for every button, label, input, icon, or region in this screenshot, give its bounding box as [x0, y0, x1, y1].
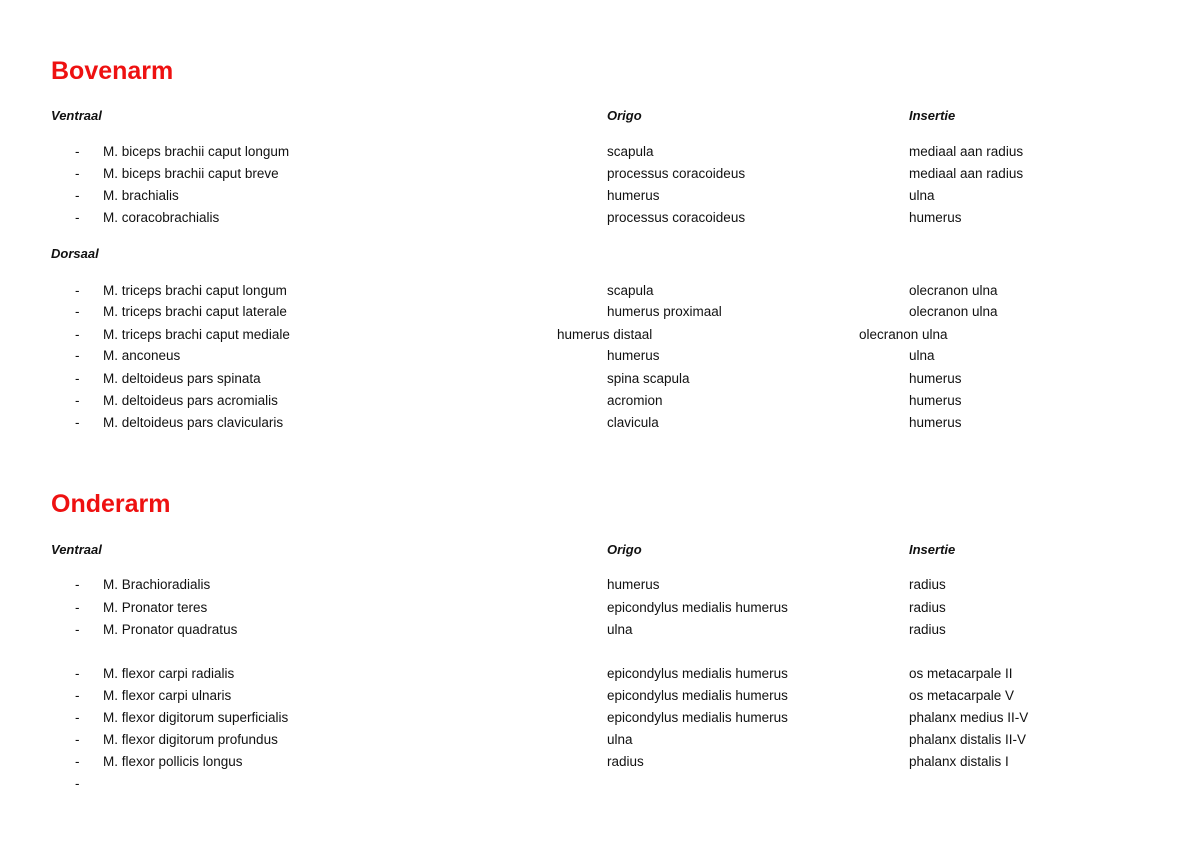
table-row: [0, 143, 1200, 161]
muscle-origin: humerus: [607, 348, 660, 363]
muscle-insertion: olecranon ulna: [909, 304, 998, 319]
table-row: [0, 709, 1200, 727]
muscle-origin: humerus proximaal: [607, 304, 722, 319]
list-dash: -: [75, 393, 80, 408]
list-dash: -: [75, 688, 80, 703]
muscle-name: M. Pronator quadratus: [103, 622, 238, 637]
table-row: [0, 621, 1200, 639]
list-dash: -: [75, 622, 80, 637]
muscle-insertion: humerus: [909, 415, 962, 430]
muscle-origin: processus coracoideus: [607, 166, 746, 181]
table-row: [0, 326, 1200, 344]
muscle-name: M. flexor digitorum superficialis: [103, 710, 289, 725]
muscle-insertion: phalanx distalis I: [909, 754, 1009, 769]
list-dash: -: [75, 327, 80, 342]
muscle-origin: epicondylus medialis humerus: [607, 600, 788, 615]
muscle-origin: humerus: [607, 577, 660, 592]
table-row: [0, 665, 1200, 683]
table-row: [0, 165, 1200, 183]
muscle-insertion: humerus: [909, 210, 962, 225]
muscle-origin: epicondylus medialis humerus: [607, 710, 788, 725]
muscle-insertion: radius: [909, 600, 946, 615]
muscle-origin: humerus distaal: [557, 327, 653, 342]
muscle-insertion: os metacarpale V: [909, 688, 1015, 703]
muscle-name: M. flexor pollicis longus: [103, 754, 243, 769]
list-dash: -: [75, 415, 80, 430]
muscle-name: M. triceps brachi caput laterale: [103, 304, 287, 319]
muscle-insertion: phalanx distalis II-V: [909, 732, 1027, 747]
list-dash: -: [75, 166, 80, 181]
muscle-name: M. triceps brachi caput longum: [103, 283, 287, 298]
muscle-insertion: mediaal aan radius: [909, 144, 1024, 159]
header-ventraal: Ventraal: [51, 108, 102, 123]
muscle-name: M. biceps brachii caput breve: [103, 166, 279, 181]
section-title-bovenarm: Bovenarm: [51, 57, 174, 85]
list-dash: -: [75, 371, 80, 386]
muscle-name: M. triceps brachi caput mediale: [103, 327, 290, 342]
muscle-name: M. biceps brachii caput longum: [103, 144, 290, 159]
header-dorsaal: Dorsaal: [51, 246, 99, 261]
table-row: [0, 347, 1200, 365]
muscle-insertion: radius: [909, 577, 946, 592]
muscle-origin: epicondylus medialis humerus: [607, 666, 788, 681]
muscle-name: M. flexor carpi radialis: [103, 666, 235, 681]
muscle-origin: ulna: [607, 732, 633, 747]
muscle-insertion: phalanx medius II-V: [909, 710, 1029, 725]
muscle-insertion: ulna: [909, 348, 935, 363]
list-dash: -: [75, 710, 80, 725]
muscle-origin: epicondylus medialis humerus: [607, 688, 788, 703]
muscle-name: M. brachialis: [103, 188, 179, 203]
table-row: [0, 392, 1200, 410]
muscle-name: M. coracobrachialis: [103, 210, 220, 225]
table-row: [0, 209, 1200, 227]
list-dash: -: [75, 732, 80, 747]
header-ventraal: Ventraal: [51, 542, 102, 557]
list-dash: -: [75, 754, 80, 769]
muscle-origin: processus coracoideus: [607, 210, 746, 225]
table-row: [0, 187, 1200, 205]
muscle-name: M. flexor carpi ulnaris: [103, 688, 232, 703]
list-dash: -: [75, 577, 80, 592]
muscle-origin: humerus: [607, 188, 660, 203]
list-item-empty: [0, 775, 1200, 793]
muscle-origin: acromion: [607, 393, 663, 408]
muscle-origin: radius: [607, 754, 644, 769]
table-row: [0, 370, 1200, 388]
table-row: [0, 687, 1200, 705]
table-row: [0, 303, 1200, 321]
muscle-insertion: humerus: [909, 371, 962, 386]
table-row: [0, 753, 1200, 771]
muscle-name: M. deltoideus pars clavicularis: [103, 415, 284, 430]
header-insertie: Insertie: [909, 108, 956, 123]
list-dash: -: [75, 144, 80, 159]
muscle-name: M. Pronator teres: [103, 600, 208, 615]
muscle-insertion: humerus: [909, 393, 962, 408]
table-row: [0, 599, 1200, 617]
header-insertie: Insertie: [909, 542, 956, 557]
list-dash: -: [75, 776, 80, 791]
list-dash: -: [75, 304, 80, 319]
muscle-origin: ulna: [607, 622, 633, 637]
muscle-name: M. deltoideus pars spinata: [103, 371, 261, 386]
list-dash: -: [75, 283, 80, 298]
muscle-insertion: ulna: [909, 188, 935, 203]
section-title-onderarm: Onderarm: [51, 490, 171, 518]
muscle-insertion: olecranon ulna: [859, 327, 948, 342]
muscle-insertion: os metacarpale II: [909, 666, 1013, 681]
list-dash: -: [75, 210, 80, 225]
header-origo: Origo: [607, 542, 642, 557]
muscle-name: M. anconeus: [103, 348, 181, 363]
muscle-origin: spina scapula: [607, 371, 690, 386]
header-origo: Origo: [607, 108, 642, 123]
muscle-name: M. Brachioradialis: [103, 577, 211, 592]
muscle-insertion: radius: [909, 622, 946, 637]
table-row: [0, 731, 1200, 749]
muscle-origin: clavicula: [607, 415, 659, 430]
list-dash: -: [75, 600, 80, 615]
table-row: [0, 414, 1200, 432]
table-row: [0, 576, 1200, 594]
muscle-insertion: mediaal aan radius: [909, 166, 1024, 181]
table-row: [0, 282, 1200, 300]
muscle-name: M. flexor digitorum profundus: [103, 732, 278, 747]
muscle-insertion: olecranon ulna: [909, 283, 998, 298]
muscle-origin: scapula: [607, 144, 654, 159]
muscle-origin: scapula: [607, 283, 654, 298]
list-dash: -: [75, 188, 80, 203]
muscle-name: M. deltoideus pars acromialis: [103, 393, 278, 408]
list-dash: -: [75, 348, 80, 363]
list-dash: -: [75, 666, 80, 681]
